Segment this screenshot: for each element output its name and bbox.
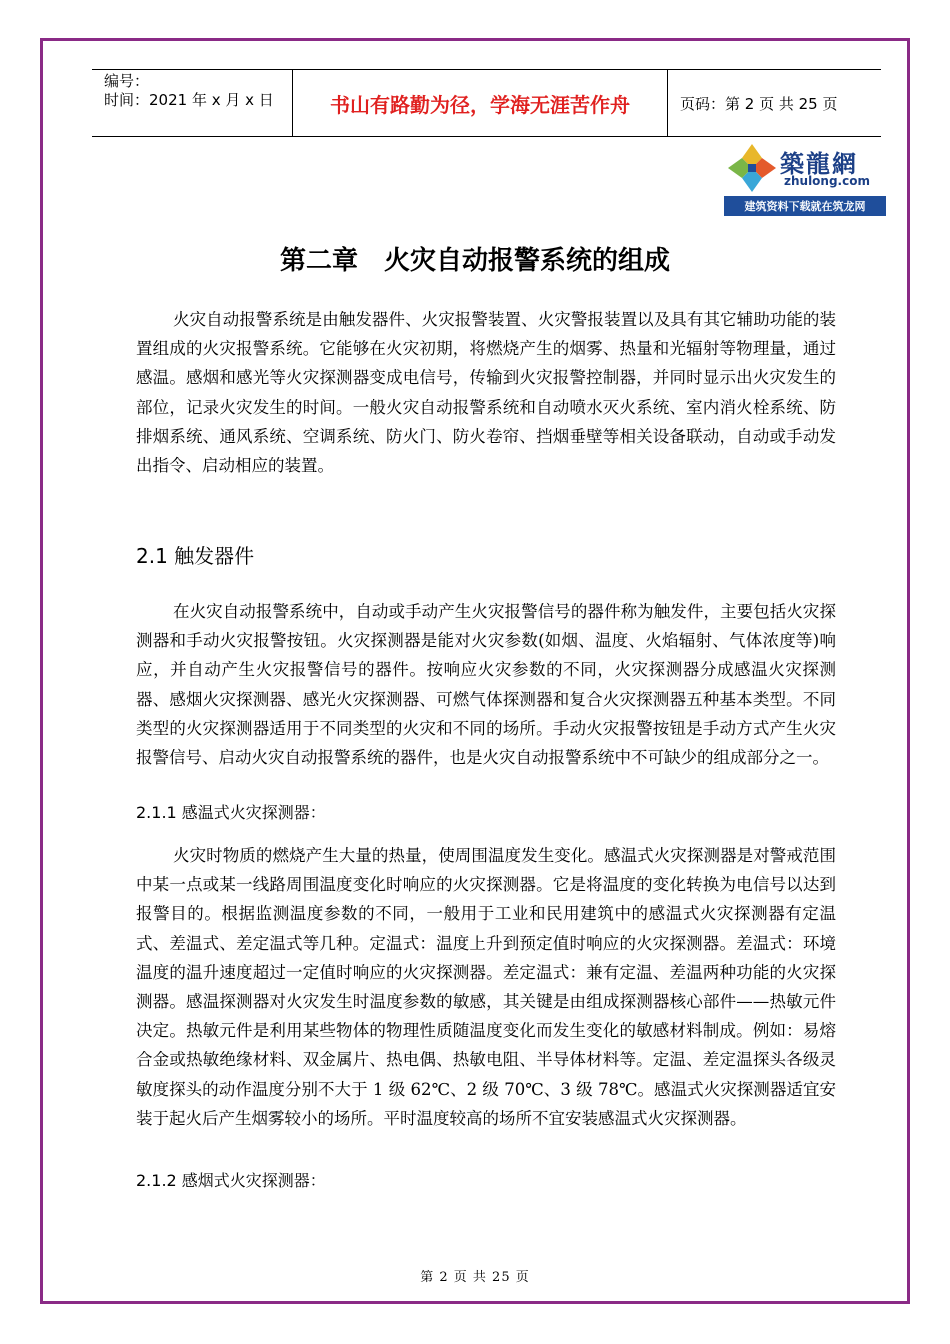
number-label: 编号： (104, 72, 150, 90)
header-left-cell (92, 70, 292, 136)
paragraph-intro: 火灾自动报警系统是由触发器件、火灾报警装置、火灾警报装置以及具有其它辅助功能的装置组成的火灾报警系统。它能够在火灾初期，将燃烧产生的烟雾、热量和光辐射等物理量，通过感温。感烟和感光等火灾探测器变成电信号，传输到火灾报警控制器，并同时显示出火灾发生的部位，记录火灾发生的时间。一般火灾自动报警系统和自动喷水灭火系统、室内消火栓系统、防排烟系统、通风系统、空调系统、防火门、防火卷帘、挡烟垂壁等相关设备联动，自动或手动发出指令、启动相应的装置。 (136, 310, 836, 476)
section-2-1-2-heading: 2.1.2 感烟式火灾探测器： (136, 1171, 326, 1190)
logo-cn: 築龍網 (780, 149, 858, 178)
zhulong-logo (724, 140, 886, 216)
section-2-1-1-heading: 2.1.1 感温式火灾探测器： (136, 803, 326, 822)
chapter-title: 第二章 火灾自动报警系统的组成 (279, 246, 670, 276)
section-2-1-heading: 2.1 触发器件 (136, 544, 255, 568)
logo-en: zhulong.com (784, 174, 870, 188)
logo-top (724, 140, 886, 196)
page-info: 页码：第 2 页 共 25 页 (680, 94, 838, 113)
logo-diamond-icon (726, 142, 778, 194)
time-line: 时间：2021 年 x 月 x 日 (104, 91, 274, 109)
paragraph-trigger: 在火灾自动报警系统中，自动或手动产生火灾报警信号的器件称为触发件，主要包括火灾探测器和手动火灾报警按钮。火灾探测器是能对火灾参数(如烟、温度、火焰辐射、气体浓度等)响应，并自动产生火灾报警信号的器件。按响应火灾参数的不同，火灾探测器分成感温火灾探测器、感烟火灾探测器、感光火灾探测器、可燃气体探测器和复合火灾探测器五种基本类型。不同类型的火灾探测器适用于不同类型的火灾和不同的场所。手动火灾报警按钮是手动方式产生火灾报警信号、启动火灾自动报警系统的器件，也是火灾自动报警系统中不可缺少的组成部分之一。 (136, 602, 836, 768)
header-table (92, 69, 881, 137)
motto: 书山有路勤为径，学海无涯苦作舟 (292, 70, 668, 136)
paragraph-heat-detector: 火灾时物质的燃烧产生大量的热量，使周围温度发生变化。感温式火灾探测器是对警戒范围中某一点或某一线路周围温度变化时响应的火灾探测器。它是将温度的变化转换为电信号以达到报警目的。根据监测温度参数的不同，一般用于工业和民用建筑中的感温式火灾探测器有定温式、差温式、差定温式等几种。定温式：温度上升到预定值时响应的火灾探测器。差温式：环境温度的温升速度超过一定值时响应的火灾探测器。差定温式：兼有定温、差温两种功能的火灾探测器。感温探测器对火灾发生时温度参数的敏感，其关键是由组成探测器核心部件——热敏元件决定。热敏元件是利用某些物体的物理性质随温度变化而发生变化的敏感材料制成。例如：易熔合金或热敏绝缘材料、双金属片、热电偶、热敏电阻、半导体材料等。定温、差定温探头各级灵敏度探头的动作温度分别不大于 1 级 62℃、2 级 70℃、3 级 78℃。感温式火灾探测器适宜安装于起火后产生烟雾较小的场所。平时温度较高的场所不宜安装感温式火灾探测器。 (136, 846, 836, 1128)
logo-slogan: 建筑资料下载就在筑龙网 (724, 196, 886, 216)
page-footer: 第 2 页 共 25 页 (420, 1270, 530, 1285)
